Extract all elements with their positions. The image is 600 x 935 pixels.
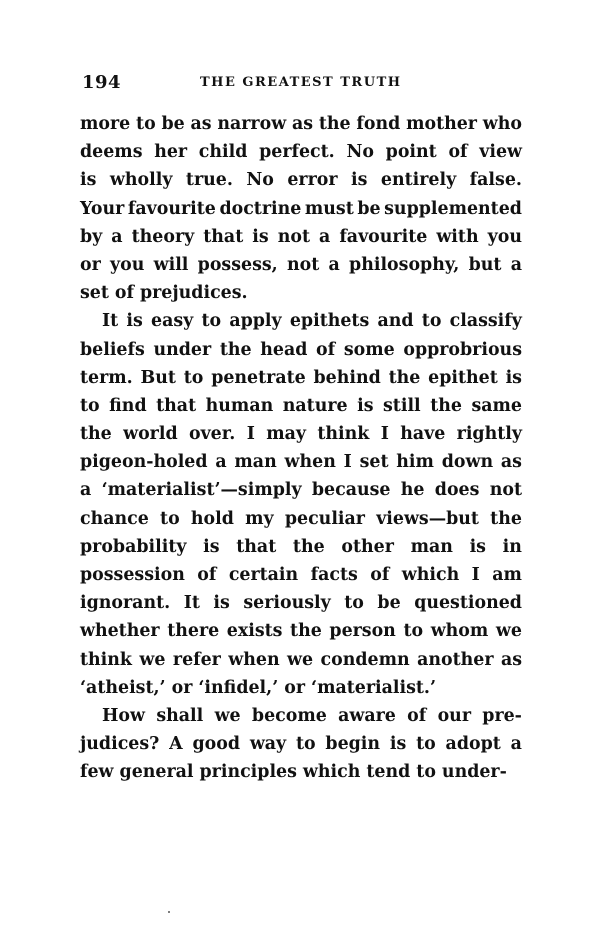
text-line: beliefs under the head of some opprobrious — [80, 339, 522, 360]
text-line: by a theory that is not a favourite with you — [80, 226, 522, 247]
text-line: whether there exists the person to whom we — [80, 621, 522, 642]
text-line: deems her child perfect. No point of view — [80, 142, 522, 163]
text-line: chance to hold my peculiar views—but the — [80, 508, 522, 529]
text-line: Your favourite doctrine must be supplemented — [80, 198, 522, 219]
paragraph — [80, 702, 522, 787]
text-line: is wholly true. No error is entirely false. — [80, 170, 522, 191]
body-text — [80, 110, 522, 787]
text-line: think we refer when we condemn another as — [80, 649, 522, 670]
text-line: It is easy to apply epithets and to classify — [102, 311, 522, 332]
paragraph — [80, 110, 522, 307]
text-line: set of prejudices. — [80, 283, 248, 304]
text-line: a ‘materialist’—simply because he does not — [80, 480, 522, 501]
text-line: pigeon-holed a man when I set him down as — [80, 452, 522, 473]
print-speck — [168, 911, 170, 913]
text-line: probability is that the other man is in — [80, 536, 522, 557]
text-line: few general principles which tend to under- — [80, 762, 507, 783]
text-line: How shall we become aware of our pre- — [102, 705, 522, 726]
text-line: more to be as narrow as the fond mother who — [80, 114, 522, 134]
page-number: 194 — [82, 72, 122, 93]
text-line: the world over. I may think I have rightly — [80, 424, 522, 445]
text-line: or you will possess, not a philosophy, but a — [80, 254, 522, 275]
running-title: THE GREATEST TRUTH — [200, 75, 402, 90]
text-line: ‘atheist,’ or ‘infidel,’ or ‘materialist.’ — [80, 677, 437, 698]
page-header — [82, 72, 522, 96]
text-line: ignorant. It is seriously to be questioned — [80, 593, 522, 614]
text-line: term. But to penetrate behind the epithet is — [80, 367, 522, 388]
text-line: to find that human nature is still the same — [80, 395, 522, 416]
text-line: judices? A good way to begin is to adopt a — [80, 734, 522, 755]
text-line: possession of certain facts of which I am — [80, 565, 522, 585]
paragraph — [80, 307, 522, 702]
